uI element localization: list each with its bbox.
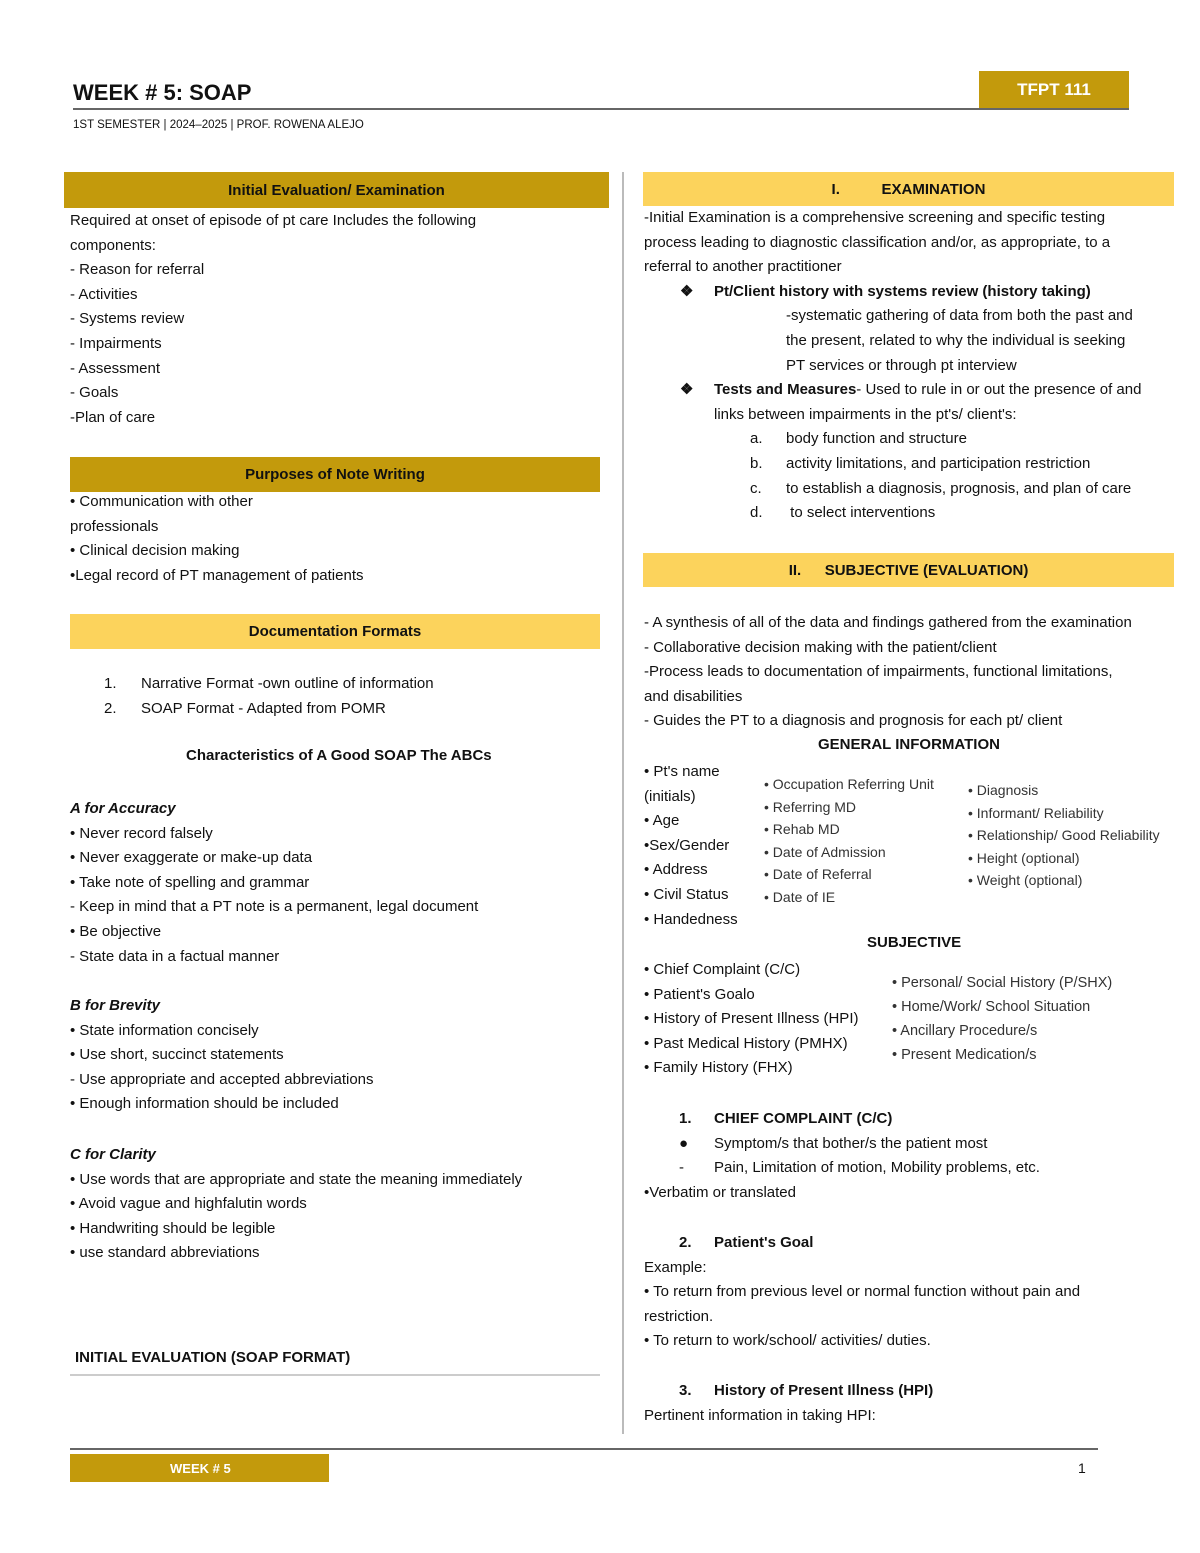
column-divider <box>622 172 624 1434</box>
item-number: 1. <box>104 675 117 692</box>
page-title: WEEK # 5: SOAP <box>73 80 252 105</box>
text-line: -Process leads to documentation of impairments, functional limitations, <box>644 663 1113 681</box>
list-item: - Assessment <box>70 359 161 377</box>
text-line: Pertinent information in taking HPI: <box>644 1406 876 1424</box>
list-item: • Never exaggerate or make-up data <box>70 849 313 867</box>
list-item: d. to select interventions <box>750 504 936 522</box>
list-item <box>104 697 434 722</box>
text-line: and disabilities <box>644 687 743 705</box>
list-item: • Communication with other <box>70 493 253 510</box>
subjective-list-title: SUBJECTIVE <box>867 934 962 951</box>
list-item: • Family History (FHX) <box>644 1059 793 1077</box>
initial-eval-list <box>70 209 476 430</box>
text-line: - A synthesis of all of the data and findings gathered from the examination <box>644 614 1132 631</box>
section-title: EXAMINATION <box>881 180 986 198</box>
list-item: ❖ Pt/Client history with systems review (history taking) <box>644 280 1141 305</box>
accuracy-section <box>70 797 478 969</box>
patient-goal-section <box>644 1231 1080 1354</box>
list-item: •Verbatim or translated <box>644 1183 796 1201</box>
text-line: Required at onset of episode of pt care Includes the following <box>70 212 477 229</box>
text-line: components: <box>70 236 156 254</box>
list-item: - Activities <box>70 285 138 303</box>
list-item: • Height (optional) <box>968 849 1080 866</box>
list-item: professionals <box>70 517 159 535</box>
list-item: • Referring MD <box>764 798 857 815</box>
list-item: • Relationship/ Good Reliability <box>968 827 1160 844</box>
list-item: • Ancillary Procedure/s <box>892 1023 1038 1039</box>
list-item: • Handwriting should be legible <box>70 1219 276 1237</box>
list-item: - Pain, Limitation of motion, Mobility problems, etc. <box>644 1156 1040 1181</box>
text-line: links between impairments in the pt's/ client's: <box>714 405 1017 423</box>
list-item: - Keep in mind that a PT note is a permanent, legal document <box>70 898 479 916</box>
list-item: • Weight (optional) <box>968 872 1083 889</box>
list-item: ● Symptom/s that bother/s the patient most <box>644 1132 1040 1157</box>
item-number: 2. <box>104 699 117 717</box>
subsection-title: B for Brevity <box>70 997 161 1014</box>
text-line: - Collaborative decision making with the patient/client <box>644 638 997 656</box>
list-item: • Rehab MD <box>764 821 840 838</box>
list-item: b. activity limitations, and participation restriction <box>750 454 1091 472</box>
list-item: • To return from previous level or normal function without pain and <box>644 1283 1081 1301</box>
brevity-section <box>70 994 374 1117</box>
list-item: • use standard abbreviations <box>70 1244 260 1262</box>
text-line: -Initial Examination is a comprehensive screening and specific testing <box>644 209 1106 226</box>
list-item: c. to establish a diagnosis, prognosis, and plan of care <box>750 479 1132 497</box>
formats-list <box>104 672 434 721</box>
footer-divider <box>70 1448 1098 1450</box>
list-item: • Informant/ Reliability <box>968 804 1104 821</box>
diamond-bullet-icon: ❖ <box>680 381 694 399</box>
purposes-list <box>70 490 363 588</box>
list-item: • Use words that are appropriate and state the meaning immediately <box>70 1170 523 1188</box>
list-item: • Home/Work/ School Situation <box>892 999 1091 1015</box>
subsection-title: 1. CHIEF COMPLAINT (C/C) <box>679 1110 893 1127</box>
item-text: Narrative Format -own outline of information <box>141 675 434 692</box>
list-item: •Legal record of PT management of patients <box>70 566 364 584</box>
list-item: • Date of Referral <box>764 866 872 883</box>
section-header-purposes: Purposes of Note Writing <box>70 457 600 492</box>
general-info-col3 <box>968 779 1160 892</box>
list-item: - Goals <box>70 384 119 402</box>
header-divider <box>73 108 1129 110</box>
course-code-badge: TFPT 111 <box>979 71 1129 109</box>
list-item: • To return to work/school/ activities/ duties. <box>644 1332 931 1350</box>
list-item: • State information concisely <box>70 1021 259 1039</box>
list-item: • Be objective <box>70 922 162 940</box>
text-line: restriction. <box>644 1307 714 1325</box>
course-meta: 1ST SEMESTER | 2024–2025 | PROF. ROWENA ALEJO <box>73 119 364 131</box>
list-item: • Enough information should be included <box>70 1095 339 1113</box>
list-item: - Use appropriate and accepted abbreviations <box>70 1070 374 1088</box>
text-line: - Guides the PT to a diagnosis and prognosis for each pt/ client <box>644 712 1063 730</box>
list-item: • Date of Admission <box>764 843 886 860</box>
general-info-col2 <box>764 773 934 909</box>
chief-complaint-section <box>644 1107 1040 1205</box>
section-header-subjective <box>643 553 1174 587</box>
list-item: • Never record falsely <box>70 824 213 842</box>
text-line: the present, related to why the individual is seeking <box>786 331 1126 349</box>
text-line: Example: <box>644 1258 707 1276</box>
hpi-section <box>644 1379 933 1428</box>
text-line: PT services or through pt interview <box>786 356 1017 374</box>
list-item: - Systems review <box>70 310 185 328</box>
list-item: • Date of IE <box>764 888 836 905</box>
text-line: referral to another practitioner <box>644 258 842 276</box>
list-item: • Personal/ Social History (P/SHX) <box>892 975 1113 991</box>
list-item: (initials) <box>644 787 696 805</box>
list-item: - Impairments <box>70 334 162 352</box>
list-item <box>104 672 434 697</box>
general-info-title: GENERAL INFORMATION <box>818 736 1000 753</box>
list-item: a. body function and structure <box>750 430 967 448</box>
list-item: - State data in a factual manner <box>70 947 280 965</box>
clarity-section <box>70 1143 522 1266</box>
section-header-initial-eval: Initial Evaluation/ Examination <box>64 172 609 208</box>
subsection-title: 2. Patient's Goal <box>679 1234 814 1251</box>
diamond-bullet-icon: ❖ <box>680 282 694 300</box>
subjective-list-col1 <box>644 958 858 1081</box>
dash-marker: - <box>679 1159 684 1177</box>
item-text: SOAP Format - Adapted from POMR <box>141 699 386 717</box>
bullet-icon: ● <box>679 1134 689 1152</box>
list-item: • Address <box>644 861 708 879</box>
list-item: ❖ Tests and Measures- Used to rule in or out the presence of and <box>644 378 1141 403</box>
list-item: • Age <box>644 812 680 830</box>
footer-week-label: WEEK # 5 <box>70 1454 329 1482</box>
subjective-body <box>644 611 1132 734</box>
section-title: SUBJECTIVE (EVALUATION) <box>824 561 1029 579</box>
text-line: process leading to diagnostic classification and/or, as appropriate, to a <box>644 233 1111 251</box>
section-number: I. <box>831 180 840 198</box>
examination-body <box>644 206 1141 526</box>
section-header-examination <box>643 172 1174 206</box>
list-item: •Sex/Gender <box>644 836 730 854</box>
list-item: • Chief Complaint (C/C) <box>644 961 801 978</box>
subsection-title: 3. History of Present Illness (HPI) <box>679 1382 934 1399</box>
list-item: • Civil Status <box>644 885 729 903</box>
text-line: -systematic gathering of data from both the past and <box>786 307 1133 325</box>
page-number: 1 <box>1078 1460 1086 1476</box>
section-number: II. <box>788 561 802 579</box>
subsection-title: C for Clarity <box>70 1146 156 1163</box>
list-item: • History of Present Illness (HPI) <box>644 1010 859 1028</box>
list-item: • Avoid vague and highfalutin words <box>70 1195 307 1213</box>
abc-title: Characteristics of A Good SOAP The ABCs <box>186 747 492 764</box>
list-item: • Take note of spelling and grammar <box>70 873 310 891</box>
list-item: - Reason for referral <box>70 261 205 279</box>
section-header-formats: Documentation Formats <box>70 614 600 649</box>
list-item: • Past Medical History (PMHX) <box>644 1034 848 1052</box>
soap-heading-rule <box>70 1374 600 1376</box>
list-item: • Diagnosis <box>968 782 1039 798</box>
subjective-list-col2 <box>892 971 1112 1067</box>
list-item: • Pt's name <box>644 763 720 780</box>
list-item: -Plan of care <box>70 408 156 426</box>
subsection-title: A for Accuracy <box>70 800 176 817</box>
soap-format-heading: INITIAL EVALUATION (SOAP FORMAT) <box>75 1349 351 1366</box>
list-item: • Clinical decision making <box>70 542 240 560</box>
list-item: • Occupation Referring Unit <box>764 776 934 792</box>
general-info-col1 <box>644 760 738 932</box>
list-item: • Use short, succinct statements <box>70 1046 284 1064</box>
list-item: • Present Medication/s <box>892 1047 1037 1063</box>
list-item: • Handedness <box>644 910 738 928</box>
list-item: • Patient's Goalo <box>644 985 755 1003</box>
